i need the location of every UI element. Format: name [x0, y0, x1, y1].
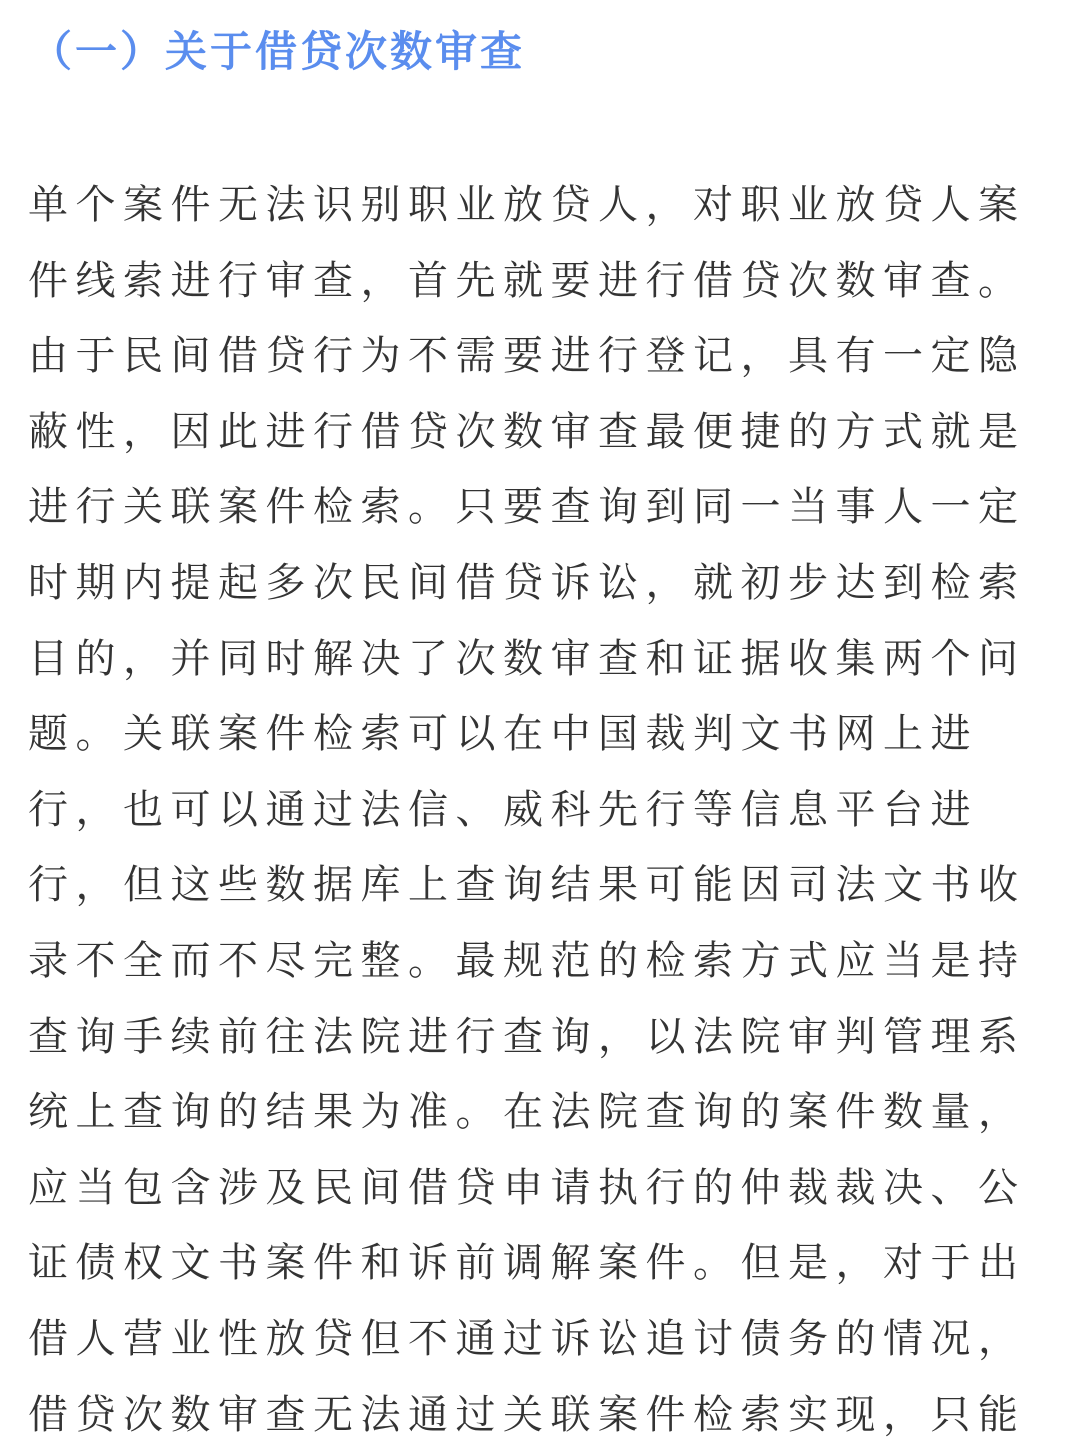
- text-line: 行，但这些数据库上查询结果可能因司法文书收: [28, 848, 1052, 924]
- text-line: 进行关联案件检索。只要查询到同一当事人一定: [28, 470, 1052, 546]
- text-line: 统上查询的结果为准。在法院查询的案件数量，: [28, 1075, 1052, 1151]
- text-line: 借人营业性放贷但不通过诉讼追讨债务的情况，: [28, 1302, 1052, 1378]
- text-line: 应当包含涉及民间借贷申请执行的仲裁裁决、公: [28, 1151, 1052, 1227]
- text-line: 件线索进行审查，首先就要进行借贷次数审查。: [28, 244, 1052, 320]
- text-line: 蔽性，因此进行借贷次数审查最便捷的方式就是: [28, 395, 1052, 471]
- text-line: 录不全而不尽完整。最规范的检索方式应当是持: [28, 924, 1052, 1000]
- body-paragraph: [28, 168, 1052, 1453]
- text-line: 由于民间借贷行为不需要进行登记，具有一定隐: [28, 319, 1052, 395]
- text-line: 目的，并同时解决了次数审查和证据收集两个问: [28, 622, 1052, 698]
- section-heading: （一）关于借贷次数审查: [30, 22, 525, 82]
- text-line: 单个案件无法识别职业放贷人，对职业放贷人案: [28, 168, 1052, 244]
- text-line: 借贷次数审查无法通过关联案件检索实现，只能: [28, 1378, 1052, 1453]
- text-line: 行，也可以通过法信、威科先行等信息平台进: [28, 773, 1052, 849]
- text-line: 查询手续前往法院进行查询，以法院审判管理系: [28, 1000, 1052, 1076]
- text-line: 题。关联案件检索可以在中国裁判文书网上进: [28, 697, 1052, 773]
- text-line: 时期内提起多次民间借贷诉讼，就初步达到检索: [28, 546, 1052, 622]
- text-line: 证债权文书案件和诉前调解案件。但是，对于出: [28, 1226, 1052, 1302]
